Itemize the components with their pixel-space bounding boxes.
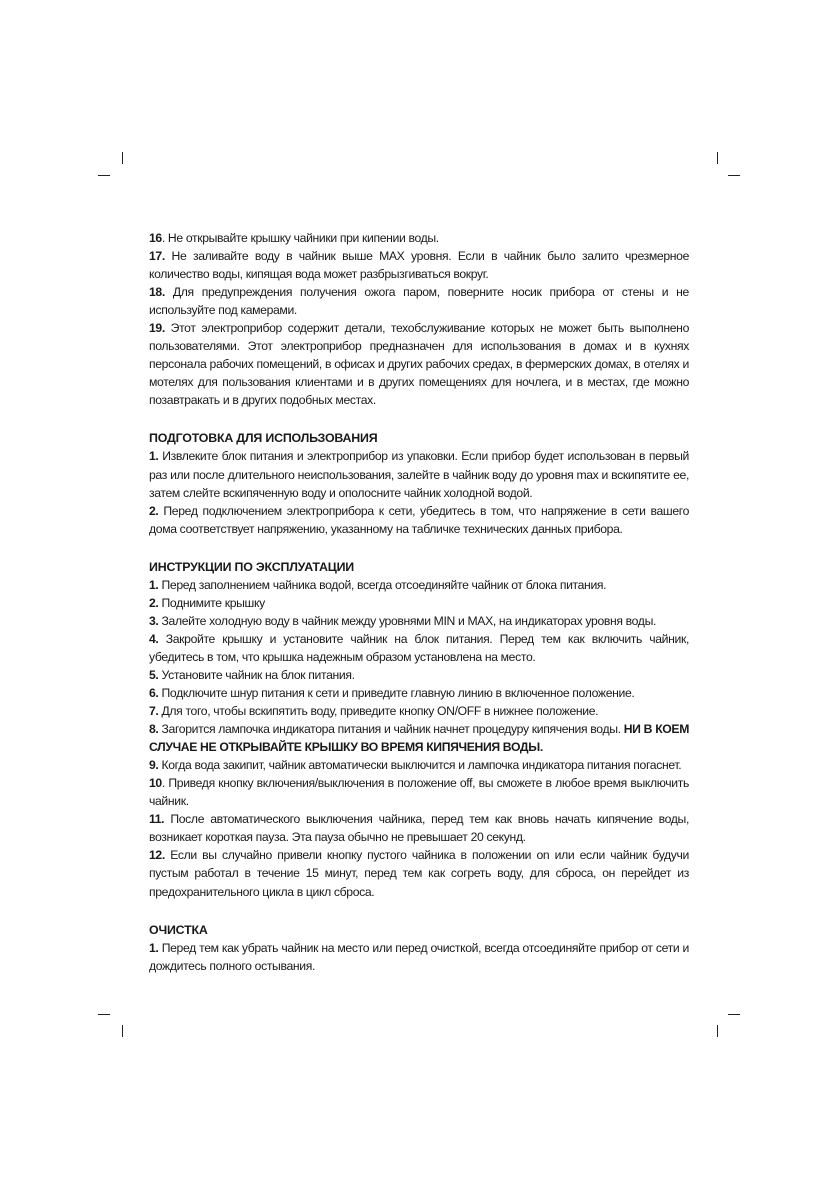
item-text: Поднимите крышку <box>158 595 265 610</box>
list-item <box>149 229 689 247</box>
item-text: После автоматического выключения чайника, перед тем как вновь начать кипячение воды, возникает короткая пауза. Эта пауза обычно не превышает 20 секунд. <box>149 812 689 845</box>
section-spacer <box>149 538 689 556</box>
item-text: Перед заполнением чайника водой, всегда отсоединяйте чайник от блока питания. <box>158 577 607 592</box>
crop-mark <box>98 1014 110 1015</box>
item-text: Этот электроприбор содержит детали, техобслуживание которых не может быть выполнено пользователями. Этот электроприбор предназначен для использования в домах и в кухнях персонала рабочих помещений, в офисах и других рабочих средах, в фермерских домах, в отелях и мотелях для пользования клиентами и в других помещениях для ночлега, и в местах, где можно позавтракать и в других подобных местах. <box>149 321 689 408</box>
crop-mark <box>717 152 718 164</box>
item-number: 10 <box>149 776 162 791</box>
list-item <box>149 810 689 846</box>
crop-mark <box>717 1025 718 1037</box>
item-number: 2. <box>149 595 159 610</box>
list-item <box>149 612 689 630</box>
item-text: Перед тем как убрать чайник на место или перед очисткой, всегда отсоединяйте прибор от сети и дождитесь полного остывания. <box>149 940 689 973</box>
warning-text: НИ В КОЕМ СЛУЧАЕ НЕ ОТКРЫВАЙТЕ КРЫШКУ ВО ВРЕМЯ КИПЯЧЕНИЯ ВОДЫ. <box>149 722 689 755</box>
item-number: 2. <box>149 503 159 518</box>
item-number: 11. <box>149 812 165 827</box>
list-item <box>149 939 689 975</box>
list-item <box>149 774 689 810</box>
crop-mark <box>728 175 740 176</box>
document-body <box>149 229 689 975</box>
item-text: Перед подключением электроприбора к сети, убедитесь в том, что напряжение в сети вашего дома соответствует напряжению, указанному на табличке технических данных прибора. <box>149 503 689 536</box>
item-text: Закройте крышку и установите чайник на блок питания. Перед тем как включить чайник, убедитесь в том, что крышка надежным образом установлена на место. <box>149 631 689 664</box>
crop-mark <box>122 152 123 164</box>
list-item <box>149 576 689 594</box>
list-item <box>149 684 689 702</box>
crop-mark <box>728 1014 740 1015</box>
crop-mark <box>98 175 110 176</box>
list-item <box>149 846 689 900</box>
item-number: 12. <box>149 848 165 863</box>
item-text: Извлеките блок питания и электроприбор из упаковки. Если прибор будет использован в первый раз или после длительного неиспользования, залейте в чайник воду до уровня max и вскипятите ее, затем слейте вскипяченную воду и ополосните чайник холодной водой. <box>149 449 689 500</box>
list-item <box>149 702 689 720</box>
item-number: 9. <box>149 758 159 773</box>
list-item <box>149 720 689 756</box>
item-number: 7. <box>149 704 159 719</box>
section-spacer <box>149 409 689 427</box>
item-text: Залейте холодную воду в чайник между уровнями MIN и MAX, на индикаторах уровня воды. <box>158 613 657 628</box>
item-number: 6. <box>149 685 159 700</box>
item-text: . Не открывайте крышку чайники при кипении воды. <box>161 231 439 245</box>
list-item <box>149 247 689 283</box>
list-item <box>149 283 689 319</box>
item-text: Когда вода закипит, чайник автоматически выключится и лампочка индикатора питания погаснет. <box>158 758 682 773</box>
list-item <box>149 594 689 612</box>
list-item <box>149 319 689 409</box>
item-number: 19. <box>149 321 165 336</box>
item-number: 1. <box>149 940 159 955</box>
section-heading-cleaning: ОЧИСТКА <box>149 922 208 937</box>
list-item <box>149 756 689 774</box>
item-text: Для того, чтобы вскипятить воду, приведите кнопку ON/OFF в нижнее положение. <box>158 704 599 719</box>
item-text: Загорится лампочка индикатора питания и чайник начнет процедуру кипячения воды. <box>158 722 624 737</box>
item-text: Не заливайте воду в чайник выше MAX уровня. Если в чайник было залито чрезмерное количество воды, кипящая вода может разбрызгиваться вокруг. <box>149 249 689 282</box>
section-spacer <box>149 901 689 919</box>
item-number: 16 <box>149 231 162 245</box>
item-number: 1. <box>149 577 159 592</box>
item-number: 8. <box>149 722 159 737</box>
item-number: 1. <box>149 449 159 464</box>
list-item <box>149 630 689 666</box>
item-number: 5. <box>149 667 159 682</box>
list-item <box>149 447 689 501</box>
item-number: 4. <box>149 631 159 646</box>
item-text: . Приведя кнопку включения/выключения в положение off, вы сможете в любое время выключить чайник. <box>149 776 689 809</box>
item-text: Если вы случайно привели кнопку пустого чайника в положении on или если чайник будучи пустым работал в течение 15 минут, перед тем как согреть воду, для сброса, он перейдет из предохранительного цикла в цикл сброса. <box>149 848 689 899</box>
list-item <box>149 666 689 684</box>
item-text: Для предупреждения получения ожога паром, поверните носик прибора от стены и не используйте под камерами. <box>149 285 689 318</box>
list-item <box>149 502 689 538</box>
crop-mark <box>122 1025 123 1037</box>
section-heading-preparation: ПОДГОТОВКА ДЛЯ ИСПОЛЬЗОВАНИЯ <box>149 431 378 446</box>
item-number: 3. <box>149 613 159 628</box>
item-number: 18. <box>149 285 165 300</box>
item-number: 17. <box>149 249 165 264</box>
item-text: Установите чайник на блок питания. <box>158 667 355 682</box>
item-text: Подключите шнур питания к сети и приведите главную линию в включенное положение. <box>158 685 635 700</box>
section-heading-instructions: ИНСТРУКЦИИ ПО ЭКСПЛУАТАЦИИ <box>149 559 354 574</box>
